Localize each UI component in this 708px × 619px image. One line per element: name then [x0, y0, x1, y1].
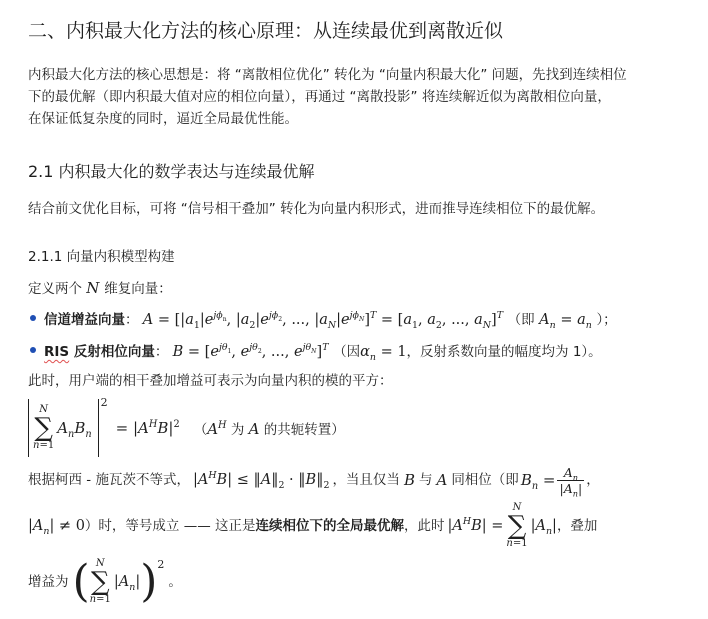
- intro-line: 在保证低复杂度的同时，逼近全局最优性能。: [28, 111, 298, 127]
- section-heading: 2.1 内积最大化的数学表达与连续最优解: [28, 162, 315, 181]
- sum-symbol: N ∑ n=1: [506, 502, 528, 549]
- subsection-heading: 2.1.1 向量内积模型构建: [28, 249, 175, 265]
- math-N: N: [86, 279, 105, 297]
- section-text: 结合前文优化目标，可将 “信号相干叠加” 转化为向量内积形式，进而推导连续相位下的最优解。: [28, 201, 605, 217]
- gain-text: 此时，用户端的相干叠加增益可表示为向量内积的模的平方：: [28, 373, 393, 389]
- paren-right: ): [140, 556, 158, 607]
- bullet-ris-phase: RIS 反射相位向量： $B = [e^{j\theta_1}$, $e^{j\theta_2}$, ..., $e^{j\theta_N}]^T$ （因$\alpha_n = 1$，反射系数向量的幅度均为 1）。: [30, 340, 602, 360]
- conjugate-note: （$A^H$ 为 A 的共轭转置）: [193, 420, 345, 438]
- fraction-An-over-absAn: $\frac{A_n}{|A_n|}$: [559, 464, 583, 498]
- math-vector-A: $A = [|a_1|e^{j\phi_n}$, $|a_2|e^{j\phi_2}$, ..., $|a_N|e^{j\phi_N}]^T = [a_1$, $a_2$, ..., $a_N]^T$: [142, 310, 503, 331]
- math-alpha: $\alpha_n = 1$: [360, 344, 407, 363]
- bullet-dot-icon: [30, 347, 36, 353]
- paren-left: (: [72, 556, 90, 607]
- abs-bar-left: [28, 399, 29, 457]
- sum-symbol: N ∑ n=1: [33, 404, 55, 451]
- math-An-equals: $A_n = a_n$: [534, 312, 592, 331]
- final-gain-line: 增益为 ( N ∑ n=1 $|A_n|$ ) 2 。: [28, 556, 182, 607]
- math-absAn-nonzero: $|A_n| \ne 0$: [28, 518, 85, 537]
- page-title: 二、内积最大化方法的核心原理：从连续最优到离散近似: [28, 20, 504, 42]
- bullet-dot-icon: [30, 315, 36, 321]
- bullet-channel-gain: 信道增益向量： $A = [|a_1|e^{j\phi_n}$, $|a_2|e^{j\phi_2}$, ..., $|a_N|e^{j\phi_N}]^T = [a_1$, $a_2$, ..., $a_N]^T$ （即 $A_n = a_n$ ）；: [30, 308, 617, 328]
- gain-equation: N ∑ n=1 $A_nB_n$ 2 = $|A^HB|^2$ （$A^H$ 为 A 的共轭转置）: [28, 396, 345, 460]
- math-AHB-squared: = $|A^HB|^2$: [115, 419, 180, 437]
- cauchy-line: 根据柯西 - 施瓦茨不等式， $|A^HB|$ ≤ $‖A‖_2$ · $‖B‖_2$ ，当且仅当 B 与 A 同相位（即 $B_n$ = $\frac{A_n}{|A_n|}$ ，: [28, 464, 600, 498]
- abs-bar-right: [98, 399, 99, 457]
- intro-paragraph: [28, 64, 627, 130]
- math-cauchy-ineq: $|A^HB|$ ≤ $‖A‖_2$ · $‖B‖_2$: [192, 470, 330, 491]
- optimal-line: $|A_n| \ne 0$ ）时，等号成立 —— 这正是 连续相位下的全局最优解 ，此时 $|A^HB|$ = N ∑ n=1 $|A_n|$ ，叠加: [28, 502, 598, 549]
- definition-line: 定义两个 N 维复向量：: [28, 279, 172, 297]
- math-AnBn: $A_nB_n$: [57, 419, 92, 440]
- intro-line: 内积最大化方法的核心思想是：将 “离散相位优化” 转化为 “向量内积最大化” 问题，先找到连续相位: [28, 67, 627, 83]
- intro-line: 下的最优解（即内积最大值对应的相位向量），再通过 “离散投影” 将连续解近似为离散相位向量，: [28, 89, 611, 105]
- sum-symbol: N ∑ n=1: [89, 558, 111, 605]
- math-vector-B: $B = [e^{j\theta_1}$, $e^{j\theta_2}$, ..., $e^{j\theta_N}]^T$: [172, 342, 329, 360]
